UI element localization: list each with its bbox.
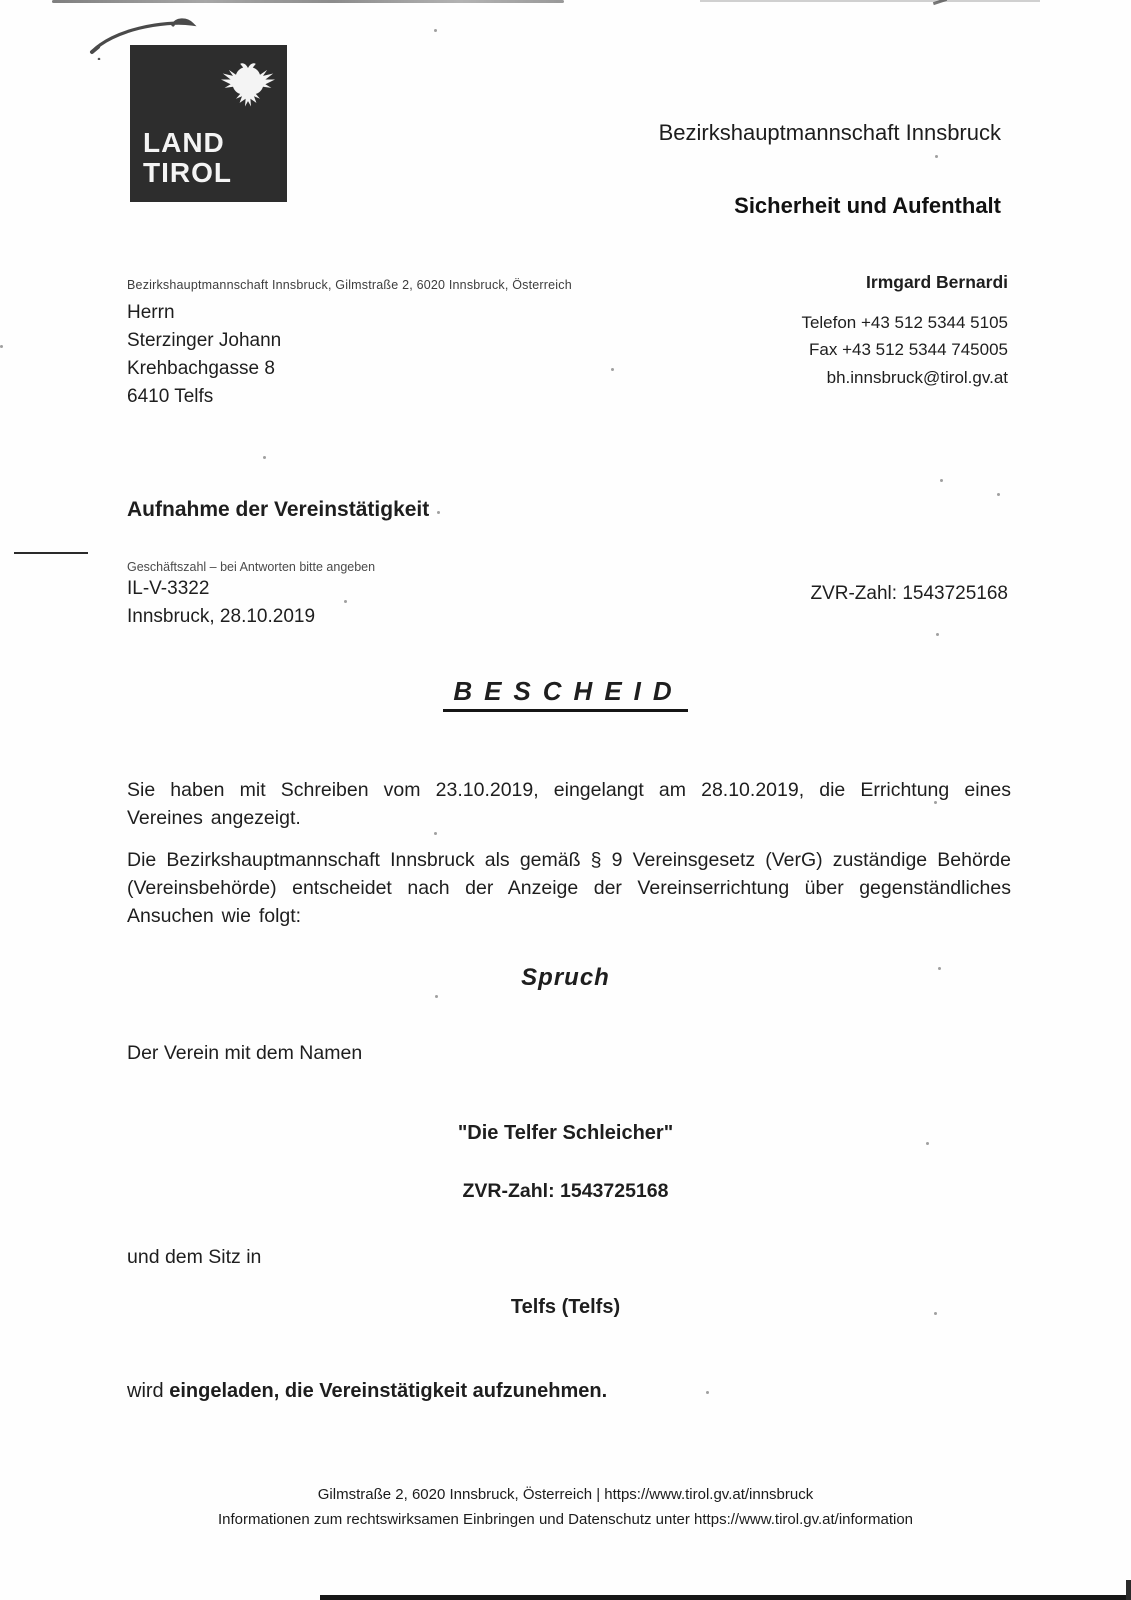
spruch-heading-wrap (0, 964, 1131, 992)
scan-right-edge (1126, 1580, 1131, 1600)
authority-title: Bezirkshauptmannschaft Innsbruck (658, 120, 1001, 145)
verein-zvr-number: ZVR-Zahl: 1543725168 (462, 1180, 669, 1202)
scan-bottom-edge (320, 1595, 1131, 1600)
contact-fax: Fax +43 512 5344 745005 (809, 340, 1008, 359)
verein-name: "Die Telfer Schleicher" (457, 1122, 674, 1144)
scan-speck (437, 511, 440, 514)
verein-intro-line: Der Verein mit dem Namen (127, 1042, 363, 1064)
footer-address-url: Gilmstraße 2, 6020 Innsbruck, Österreich | https://www.tirol.gv.at/innsbruck (317, 1486, 814, 1503)
zvr-number-right: ZVR-Zahl: 1543725168 (810, 583, 1008, 604)
verein-sitz: Telfs (Telfs) (510, 1296, 621, 1318)
footer-info-url: Informationen zum rechtswirksamen Einbringen und Datenschutz unter https://www.tirol.gv.at/information (217, 1511, 914, 1528)
closing-sentence (127, 1380, 607, 1403)
scan-speck (935, 155, 938, 158)
body-paragraph-2: Die Bezirkshauptmannschaft Innsbruck als gemäß § 9 Vereinsgesetz (VerG) zuständige Behörde (Vereinsbehörde) entscheidet nach der Anzeige der Vereinserrichtung über gegenständliches Ansuchen wie folgt: (127, 849, 1011, 927)
scan-speck (434, 29, 437, 32)
sitz-intro-line: und dem Sitz in (127, 1246, 262, 1268)
scan-edge-smudge (52, 0, 564, 3)
scan-speck (940, 479, 943, 482)
recipient-line: 6410 Telfs (127, 386, 214, 407)
recipient-line: Sterzinger Johann (127, 330, 282, 351)
recipient-line: Herrn (127, 302, 175, 323)
logo-line-tirol: TIROL (143, 157, 232, 188)
scan-edge-smudge (700, 0, 1040, 2)
tirol-eagle-icon (218, 55, 278, 119)
page-footer (0, 1482, 1131, 1532)
place-and-date: Innsbruck, 28.10.2019 (127, 606, 316, 627)
recipient-line: Krehbachgasse 8 (127, 358, 275, 379)
closing-regular: wird (127, 1380, 164, 1402)
reference-hint: Geschäftszahl – bei Antworten bitte angeben (127, 560, 376, 574)
scan-speck (997, 493, 1000, 496)
scan-mark (933, 0, 947, 5)
scan-speck (434, 832, 437, 835)
sender-return-address: Bezirkshauptmannschaft Innsbruck, Gilmstraße 2, 6020 Innsbruck, Österreich (127, 278, 572, 292)
scan-speck (435, 995, 438, 998)
decision-heading-wrap (0, 676, 1131, 712)
scan-speck (263, 456, 266, 459)
scan-speck (706, 1391, 709, 1394)
land-tirol-logo (130, 45, 287, 202)
scan-speck (611, 368, 614, 371)
logo-line-land: LAND (143, 127, 225, 158)
body-paragraph-1: Sie haben mit Schreiben vom 23.10.2019, eingelangt am 28.10.2019, die Errichtung eines Vereines angezeigt. (127, 779, 1011, 829)
fold-mark (14, 552, 88, 554)
spruch-heading: Spruch (521, 964, 610, 991)
contact-phone: Telefon +43 512 5344 5105 (801, 312, 1008, 332)
closing-bold: eingeladen, die Vereinstätigkeit aufzunehmen. (169, 1380, 608, 1402)
reference-number: IL-V-3322 (127, 578, 210, 599)
scan-speck (0, 345, 3, 348)
contact-block (801, 269, 1008, 391)
department-title: Sicherheit und Aufenthalt (734, 193, 1001, 218)
subject-line: Aufnahme der Vereinstätigkeit (127, 498, 430, 521)
scan-speck (344, 600, 347, 603)
scan-speck (936, 633, 939, 636)
recipient-address-block (127, 299, 281, 411)
decision-heading: BESCHEID (443, 676, 687, 712)
logo-wordmark (143, 128, 232, 188)
contact-email: bh.innsbruck@tirol.gv.at (826, 367, 1008, 387)
contact-person: Irmgard Bernardi (866, 272, 1008, 292)
